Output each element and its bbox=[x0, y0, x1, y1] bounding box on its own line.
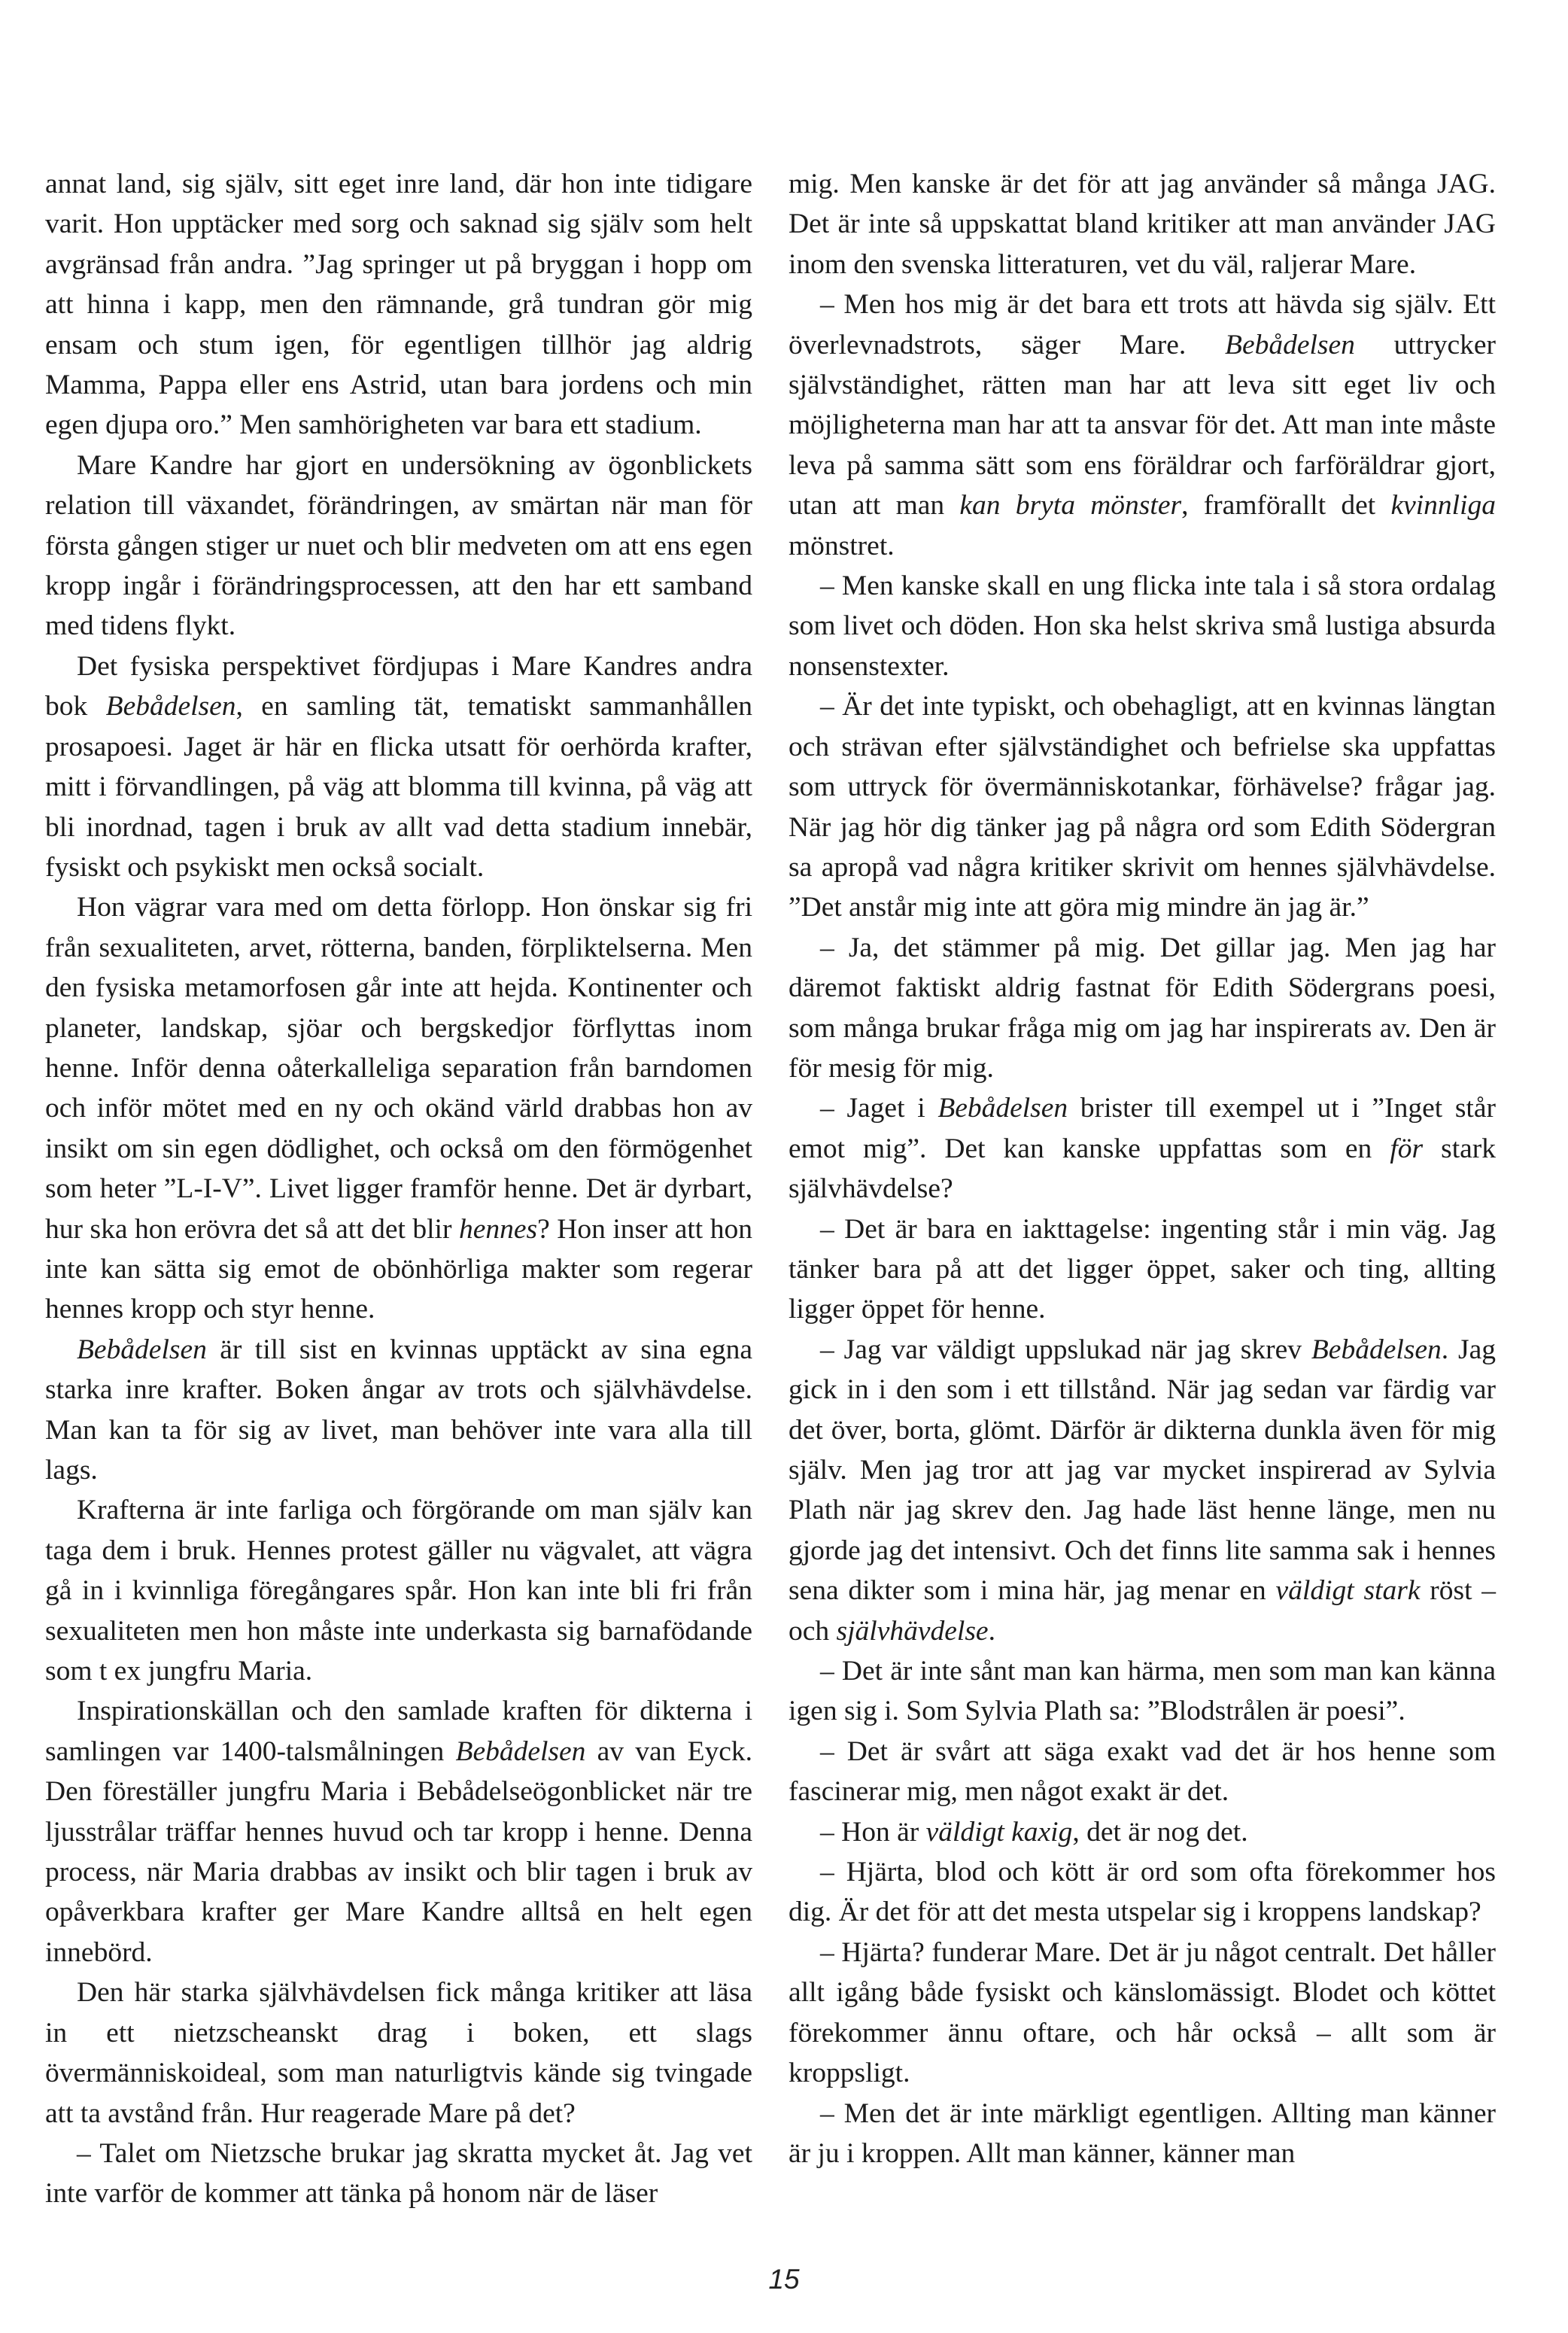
paragraph bbox=[789, 686, 1496, 927]
paragraph bbox=[45, 446, 752, 646]
italic-text: Bebådelsen bbox=[105, 691, 236, 722]
text-run: annat land, sig själv, sitt eget inre land, där hon inte tidigare varit. Hon upptäcker med sorg och saknad sig själv som helt avgränsad från andra. ”Jag springer ut på bryggan i hopp om att hinna i kapp, men den rämnande, grå tundran gör mig ensam och stum igen, för egentligen tillhör jag aldrig Mamma, Pappa eller ens Astrid, utan bara jordens och min egen djupa oro.” Men samhörigheten var bara ett stadium. bbox=[45, 169, 752, 441]
text-run: stark självhävdelse? bbox=[789, 1133, 1496, 1205]
text-run: Det fysiska perspektivet fördjupas i Mare Kandres andra bok bbox=[45, 650, 752, 722]
paragraph bbox=[45, 887, 752, 1329]
text-run: – Men kanske skall en ung flicka inte tala i så stora ordalag som livet och döden. Hon ska helst skriva små lustiga absurda nonsenstexter. bbox=[789, 570, 1496, 682]
page-number: 15 bbox=[768, 2264, 800, 2295]
right-text-column bbox=[789, 164, 1496, 2173]
italic-text: kan bryta mönster bbox=[959, 490, 1182, 522]
left-text-column bbox=[45, 164, 752, 2214]
paragraph bbox=[789, 1088, 1496, 1209]
italic-text: Bebådelsen bbox=[455, 1735, 586, 1767]
text-run: uttrycker självständighet, rätten man har att leva sitt eget liv och möjligheterna man har att ta ansvar för det. Att man inte måste leva på samma sätt som ens föräldrar och farföräldrar gjort, utan att man bbox=[789, 329, 1496, 522]
text-run: , det är nog det. bbox=[1072, 1816, 1248, 1848]
text-run: – Jaget i bbox=[820, 1093, 938, 1124]
paragraph bbox=[45, 1691, 752, 1973]
text-run: – Men det är inte märkligt egentligen. Allting man känner är ju i kroppen. Allt man känner, känner man bbox=[789, 2097, 1496, 2169]
italic-text: för bbox=[1390, 1133, 1424, 1164]
text-run: Mare Kandre har gjort en undersökning av ögonblickets relation till växandet, förändringen, av smärtan när man för första gången stiger ur nuet och blir medveten om att ens egen kropp ingår i förändringsprocessen, att den har ett samband med tidens flykt. bbox=[45, 449, 752, 642]
paragraph bbox=[45, 2134, 752, 2214]
text-run: brister till exempel ut i ”Inget står emot mig”. Det kan kanske uppfattas som en bbox=[789, 1093, 1496, 1164]
text-run: – Hjärta, blod och kött är ord som ofta förekommer hos dig. Är det för att det mesta utspelar sig i kroppens landskap? bbox=[789, 1857, 1496, 1928]
text-run: . bbox=[988, 1615, 995, 1647]
text-run: – Jag var väldigt uppslukad när jag skrev bbox=[820, 1334, 1311, 1365]
paragraph bbox=[789, 1651, 1496, 1732]
text-run: Krafterna är inte farliga och förgörande om man själv kan taga dem i bruk. Hennes protest gäller nu vägvalet, att vägra gå in i kvinnliga föregångares spår. Hon kan inte bli fri från sexualiteten men hon måste inte underkasta sig barnafödande som t ex jungfru Maria. bbox=[45, 1495, 752, 1687]
paragraph bbox=[45, 1330, 752, 1491]
paragraph bbox=[789, 566, 1496, 686]
text-run: Inspirationskällan och den samlade kraften för dikterna i samlingen var 1400-talsmålningen bbox=[45, 1696, 752, 1767]
text-run: – Det är inte sånt man kan härma, men som man kan känna igen sig i. Som Sylvia Plath sa: ”Blodstrålen är poesi”. bbox=[789, 1656, 1496, 1727]
text-run: , framförallt det bbox=[1181, 490, 1391, 522]
text-run: – Hjärta? funderar Mare. Det är ju något centralt. Det håller allt igång både fysiskt och känslomässigt. Blodet och köttet förekommer ännu oftare, och hår också – allt som är kroppsligt. bbox=[789, 1936, 1496, 2089]
text-run: – Det är bara en iakttagelse: ingenting står i min väg. Jag tänker bara på att det ligger öppet, saker och ting, allting ligger öppet för henne. bbox=[789, 1213, 1496, 1325]
italic-text: kvinnliga bbox=[1390, 490, 1496, 522]
italic-text: Bebådelsen bbox=[1311, 1334, 1442, 1365]
paragraph bbox=[789, 1209, 1496, 1330]
text-run: är till sist en kvinnas upptäckt av sina egna starka inre krafter. Boken ångar av trots och självhävdelse. Man kan ta för sig av livet, man behöver inte vara alla till lags. bbox=[45, 1334, 752, 1486]
italic-text: väldigt kaxig bbox=[925, 1816, 1073, 1848]
text-run: , en samling tät, tematiskt sammanhållen prosapoesi. Jaget är här en flicka utsatt för oerhörda krafter, mitt i förvandlingen, på väg att blomma till kvinna, på väg att bli inordnad, tagen i bruk av allt vad detta stadium innebär, fysiskt och psykiskt men också socialt. bbox=[45, 691, 752, 883]
text-run: – Det är svårt att säga exakt vad det är hos henne som fascinerar mig, men något exakt är det. bbox=[789, 1735, 1496, 1808]
italic-text: Bebådelsen bbox=[1225, 329, 1355, 360]
paragraph bbox=[789, 1812, 1496, 1852]
paragraph bbox=[45, 1490, 752, 1691]
text-run: – Men hos mig är det bara ett trots att hävda sig själv. Ett överlevnadstrots, säger Mare. bbox=[789, 289, 1496, 360]
text-run: . Jag gick in i den som i ett tillstånd. När jag sedan var färdig var det över, borta, glömt. Därför är dikterna dunkla även för mig själv. Men jag tror att jag var mycket inspirerad av Sylvia Plath när jag skrev den. Jag hade läst henne länge, men nu gjorde jag det intensivt. Och det finns lite samma sak i hennes sena dikter som i mina här, jag menar en bbox=[789, 1334, 1496, 1607]
text-run: – Talet om Nietzsche brukar jag skratta mycket åt. Jag vet inte varför de kommer att tänka på honom när de läser bbox=[45, 2137, 752, 2210]
text-run: Den här starka självhävdelsen fick många kritiker att läsa in ett nietzscheanskt drag i boken, ett slags övermänniskoideal, som man naturligtvis kände sig tvingade att ta avstånd från. Hur reagerade Mare på det? bbox=[45, 1977, 752, 2129]
italic-text: väldigt stark bbox=[1275, 1575, 1421, 1607]
italic-text: Bebådelsen bbox=[77, 1334, 207, 1365]
text-run: Hon vägrar vara med om detta förlopp. Hon önskar sig fri från sexualiteten, arvet, rötterna, banden, förpliktelserna. Men den fysiska metamorfosen går inte att hejda. Kontinenter och planeter, landskap, sjöar och bergskedjor förflyttas inom henne. Inför denna oåterkalleliga separation från barndomen och inför mötet med en ny och okänd värld drabbas hon av insikt om sin egen dödlighet, och också om den förmögenhet som heter ”L-I-V”. Livet ligger framför henne. Det är dyrbart, hur ska hon erövra det så att det blir bbox=[45, 892, 752, 1245]
paragraph bbox=[789, 2094, 1496, 2174]
italic-text: självhävdelse bbox=[836, 1615, 989, 1647]
paragraph bbox=[45, 164, 752, 446]
text-run: ? Hon inser att hon inte kan sätta sig emot de obönhörliga makter som regerar hennes kropp och styr henne. bbox=[45, 1213, 752, 1325]
italic-text: Bebådelsen bbox=[937, 1093, 1068, 1124]
text-run: – Hon är bbox=[820, 1816, 926, 1848]
italic-text: hennes bbox=[458, 1213, 538, 1245]
text-run: mig. Men kanske är det för att jag använder så många JAG. Det är inte så uppskattat bland kritiker att man använder JAG inom den svenska litteraturen, vet du väl, raljerar Mare. bbox=[789, 169, 1496, 280]
paragraph bbox=[789, 284, 1496, 566]
paragraph bbox=[789, 1732, 1496, 1812]
text-run: mönstret. bbox=[789, 530, 895, 561]
paragraph bbox=[45, 1973, 752, 2134]
paragraph bbox=[789, 1852, 1496, 1933]
text-run: – Ja, det stämmer på mig. Det gillar jag. Men jag har däremot faktiskt aldrig fastnat för Edith Södergrans poesi, som många brukar fråga mig om jag har inspirerats av. Den är för mesig för mig. bbox=[789, 932, 1496, 1084]
text-run: röst – och bbox=[789, 1575, 1496, 1647]
paragraph bbox=[789, 1933, 1496, 2094]
paragraph bbox=[45, 646, 752, 887]
paragraph bbox=[789, 164, 1496, 284]
text-run: – Är det inte typiskt, och obehagligt, att en kvinnas längtan och strävan efter självständighet och befrielse ska uppfattas som uttryck för övermänniskotankar, förhävelse? frågar jag. När jag hör dig tänker jag på några ord som Edith Södergran sa apropå vad några kritiker skrivit om hennes självhävdelse. ”Det anstår mig inte att göra mig mindre än jag är.” bbox=[789, 691, 1496, 923]
text-run: av van Eyck. Den föreställer jungfru Maria i Bebådelseögonblicket när tre ljusstrålar träffar hennes huvud och tar kropp i henne. Denna process, när Maria drabbas av insikt och blir tagen i bruk av opåverkbara krafter ger Mare Kandre alltså en helt egen innebörd. bbox=[45, 1735, 752, 1968]
paragraph bbox=[789, 928, 1496, 1089]
paragraph bbox=[789, 1330, 1496, 1651]
